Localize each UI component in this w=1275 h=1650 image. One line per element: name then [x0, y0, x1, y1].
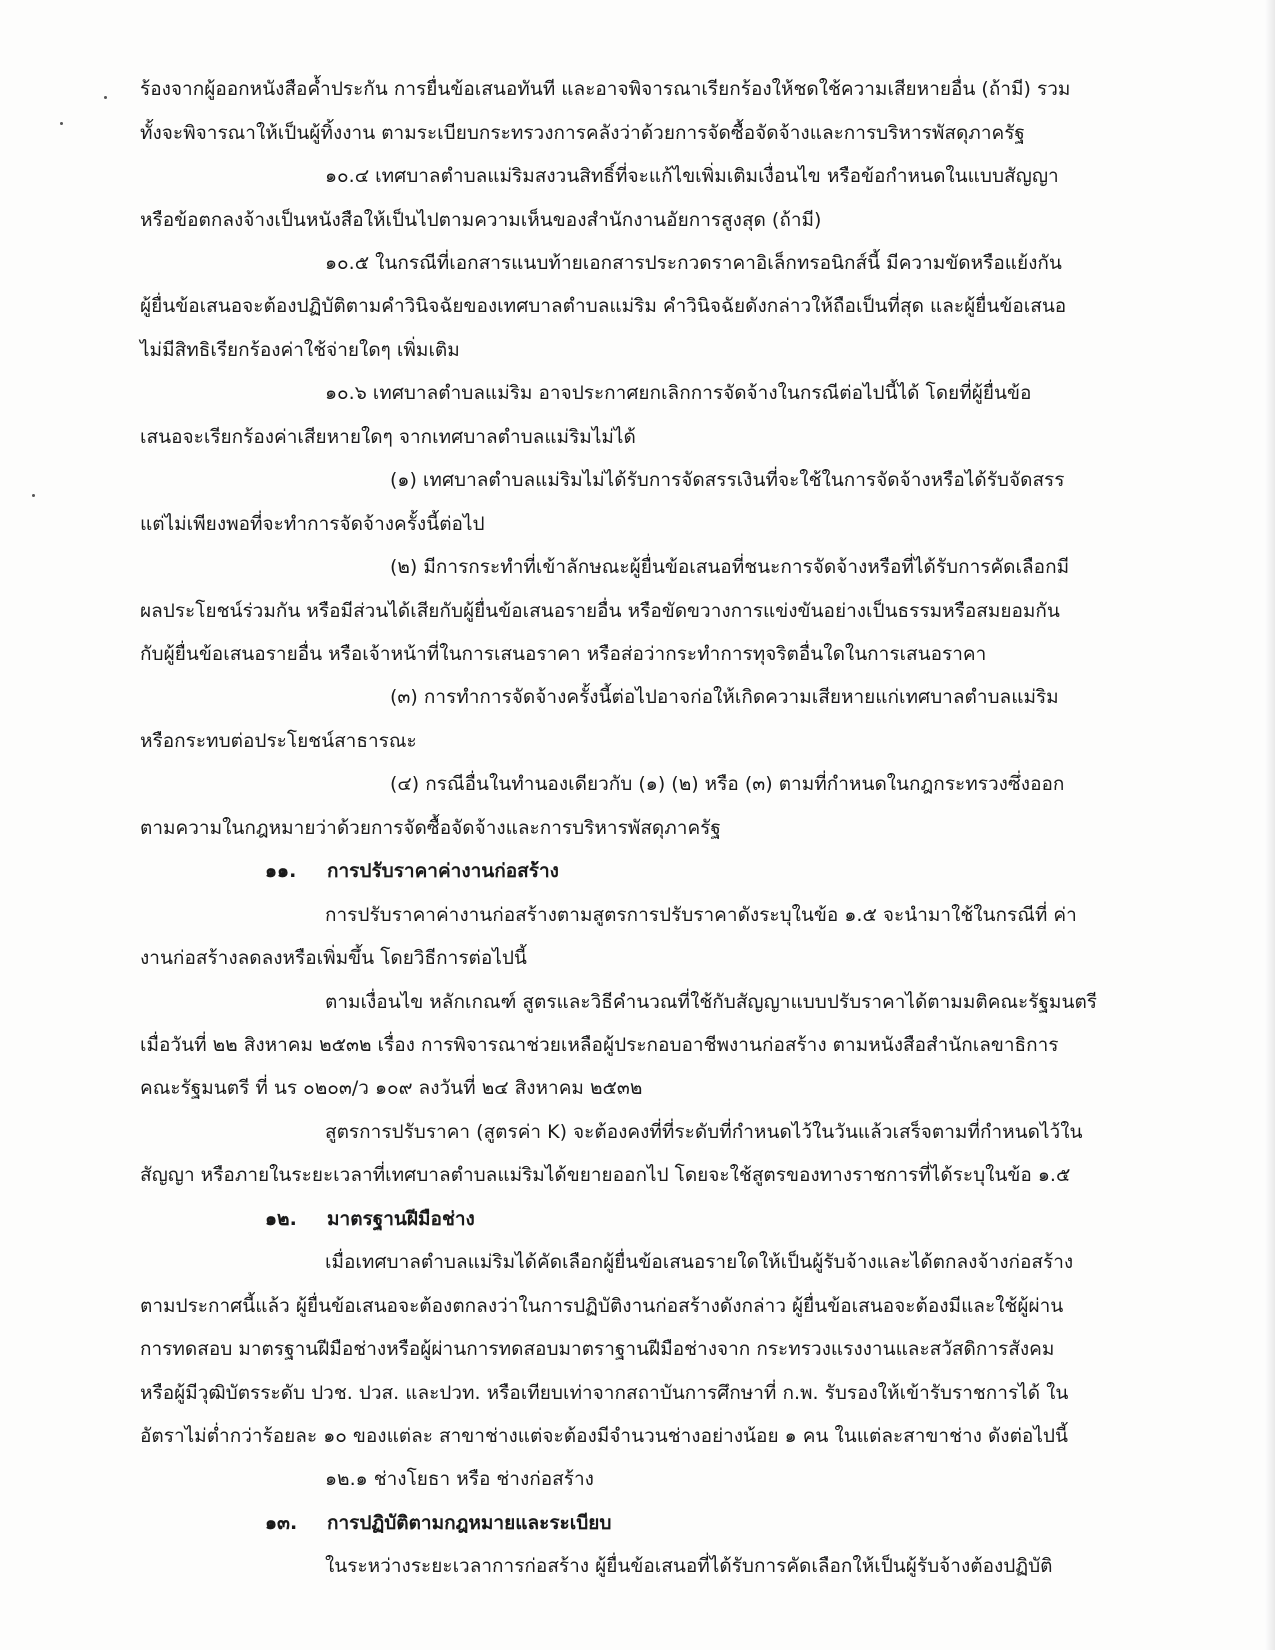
- scan-edge-shadow: [1265, 0, 1275, 1650]
- body-line: ตามเงื่อนไข หลักเกณฑ์ สูตรและวิธีคำนวณที่ใช้กับสัญญาแบบปรับราคาได้ตามมติคณะรัฐมนตรี: [325, 991, 1097, 1013]
- body-line: ทั้งจะพิจารณาให้เป็นผู้ทิ้งงาน ตามระเบียบกระทรวงการคลังว่าด้วยการจัดซื้อจัดจ้างและการบริหารพัสดุภาครัฐ: [140, 122, 1025, 144]
- section-number: ๑๑.: [265, 860, 297, 882]
- body-line: สูตรการปรับราคา (สูตรค่า K) จะต้องคงที่ที่ระดับที่กำหนดไว้ในวันแล้วเสร็จตามที่กำหนดไว้ใน: [325, 1121, 1083, 1143]
- scan-speck: [32, 494, 35, 497]
- section-title: การปฏิบัติตามกฎหมายและระเบียบ: [327, 1512, 612, 1534]
- section-number: ๑๓.: [265, 1512, 298, 1534]
- clause-12-1: ๑๒.๑ ช่างโยธา หรือ ช่างก่อสร้าง: [325, 1468, 594, 1490]
- body-line: เมื่อเทศบาลตำบลแม่ริมได้คัดเลือกผู้ยื่นข้อเสนอรายใดให้เป็นผู้รับจ้างและได้ตกลงจ้างก่อสร้าง: [325, 1251, 1074, 1273]
- section-13-heading: [265, 1509, 612, 1537]
- subclause-1: (๑) เทศบาลตำบลแม่ริมไม่ได้รับการจัดสรรเงินที่จะใช้ในการจัดจ้างหรือได้รับจัดสรร: [390, 469, 1065, 491]
- body-line: ตามความในกฎหมายว่าด้วยการจัดซื้อจัดจ้างและการบริหารพัสดุภาครัฐ: [140, 817, 721, 839]
- scan-speck: [60, 122, 63, 125]
- scan-speck: [104, 96, 107, 99]
- section-12-heading: [265, 1205, 475, 1233]
- section-11-heading: [265, 857, 559, 885]
- body-line: แต่ไม่เพียงพอที่จะทำการจัดจ้างครั้งนี้ต่อไป: [140, 513, 485, 535]
- clause-10-6: ๑๐.๖ เทศบาลตำบลแม่ริม อาจประกาศยกเลิกการจัดจ้างในกรณีต่อไปนี้ได้ โดยที่ผู้ยื่นข้อ: [325, 382, 1032, 404]
- body-line: หรือข้อตกลงจ้างเป็นหนังสือให้เป็นไปตามความเห็นของสำนักงานอัยการสูงสุด (ถ้ามี): [140, 209, 822, 231]
- body-line: ตามประกาศนี้แล้ว ผู้ยื่นข้อเสนอจะต้องตกลงว่าในการปฏิบัติงานก่อสร้างดังกล่าว ผู้ยื่นข้อเสนอจะต้องมีและใช้ผู้ผ่าน: [140, 1295, 1064, 1317]
- body-line: การทดสอบ มาตรฐานฝีมือช่างหรือผู้ผ่านการทดสอบมาตราฐานฝีมือช่างจาก กระทรวงแรงงานและสวัสดิการสังคม: [140, 1338, 1055, 1360]
- section-title: มาตรฐานฝีมือช่าง: [327, 1208, 475, 1230]
- clause-10-4: ๑๐.๔ เทศบาลตำบลแม่ริมสงวนสิทธิ์ที่จะแก้ไขเพิ่มเติมเงื่อนไข หรือข้อกำหนดในแบบสัญญา: [325, 165, 1059, 187]
- body-line: การปรับราคาค่างานก่อสร้างตามสูตรการปรับราคาดังระบุในข้อ ๑.๕ จะนำมาใช้ในกรณีที่ ค่า: [325, 904, 1077, 926]
- body-line: หรือกระทบต่อประโยชน์สาธารณะ: [140, 730, 417, 752]
- body-line: งานก่อสร้างลดลงหรือเพิ่มขึ้น โดยวิธีการต่อไปนี้: [140, 947, 527, 969]
- body-line: เมื่อวันที่ ๒๒ สิงหาคม ๒๕๓๒ เรื่อง การพิจารณาช่วยเหลือผู้ประกอบอาชีพงานก่อสร้าง ตามหนังสือสำนักเลขาธิการ: [140, 1034, 1059, 1056]
- body-line: ผู้ยื่นข้อเสนอจะต้องปฏิบัติตามคำวินิจฉัยของเทศบาลตำบลแม่ริม คำวินิจฉัยดังกล่าวให้ถือเป็นที่สุด และผู้ยื่นข้อเสนอ: [140, 295, 1067, 317]
- clause-10-5: ๑๐.๕ ในกรณีที่เอกสารแนบท้ายเอกสารประกวดราคาอิเล็กทรอนิกส์นี้ มีความขัดหรือแย้งกัน: [325, 252, 1062, 274]
- body-line: หรือผู้มีวุฒิบัตรระดับ ปวช. ปวส. และปวท. หรือเทียบเท่าจากสถาบันการศึกษาที่ ก.พ. รับรองให้เข้ารับราชการได้ ใน: [140, 1382, 1069, 1404]
- body-line: อัตราไม่ต่ำกว่าร้อยละ ๑๐ ของแต่ละ สาขาช่างแต่จะต้องมีจำนวนช่างอย่างน้อย ๑ คน ในแต่ละสาขาช่าง ดังต่อไปนี้: [140, 1425, 1068, 1447]
- body-line: ร้องจากผู้ออกหนังสือค้ำประกัน การยื่นข้อเสนอทันที และอาจพิจารณาเรียกร้องให้ชดใช้ความเสียหายอื่น (ถ้ามี) รวม: [140, 78, 1071, 100]
- body-line: เสนอจะเรียกร้องค่าเสียหายใดๆ จากเทศบาลตำบลแม่ริมไม่ได้: [140, 426, 636, 448]
- section-number: ๑๒.: [265, 1208, 297, 1230]
- body-line: สัญญา หรือภายในระยะเวลาที่เทศบาลตำบลแม่ริมได้ขยายออกไป โดยจะใช้สูตรของทางราชการที่ได้ระบุในข้อ ๑.๕: [140, 1164, 1071, 1186]
- body-line: ในระหว่างระยะเวลาการก่อสร้าง ผู้ยื่นข้อเสนอที่ได้รับการคัดเลือกให้เป็นผู้รับจ้างต้องปฏิบัติ: [325, 1555, 1053, 1577]
- body-line: ผลประโยชน์ร่วมกัน หรือมีส่วนได้เสียกับผู้ยื่นข้อเสนอรายอื่น หรือขัดขวางการแข่งขันอย่างเป็นธรรมหรือสมยอมกัน: [140, 600, 1060, 622]
- body-line: กับผู้ยื่นข้อเสนอรายอื่น หรือเจ้าหน้าที่ในการเสนอราคา หรือส่อว่ากระทำการทุจริตอื่นใดในการเสนอราคา: [140, 643, 987, 665]
- subclause-2: (๒) มีการกระทำที่เข้าลักษณะผู้ยื่นข้อเสนอที่ชนะการจัดจ้างหรือที่ได้รับการคัดเลือกมี: [390, 556, 1070, 578]
- body-line: คณะรัฐมนตรี ที่ นร ๐๒๐๓/ว ๑๐๙ ลงวันที่ ๒๔ สิงหาคม ๒๕๓๒: [140, 1077, 643, 1099]
- body-line: ไม่มีสิทธิเรียกร้องค่าใช้จ่ายใดๆ เพิ่มเติม: [140, 339, 460, 361]
- subclause-4: (๔) กรณีอื่นในทำนองเดียวกับ (๑) (๒) หรือ (๓) ตามที่กำหนดในกฎกระทรวงซึ่งออก: [390, 773, 1065, 795]
- subclause-3: (๓) การทำการจัดจ้างครั้งนี้ต่อไปอาจก่อให้เกิดความเสียหายแก่เทศบาลตำบลแม่ริม: [390, 686, 1059, 708]
- section-title: การปรับราคาค่างานก่อสร้าง: [327, 860, 559, 882]
